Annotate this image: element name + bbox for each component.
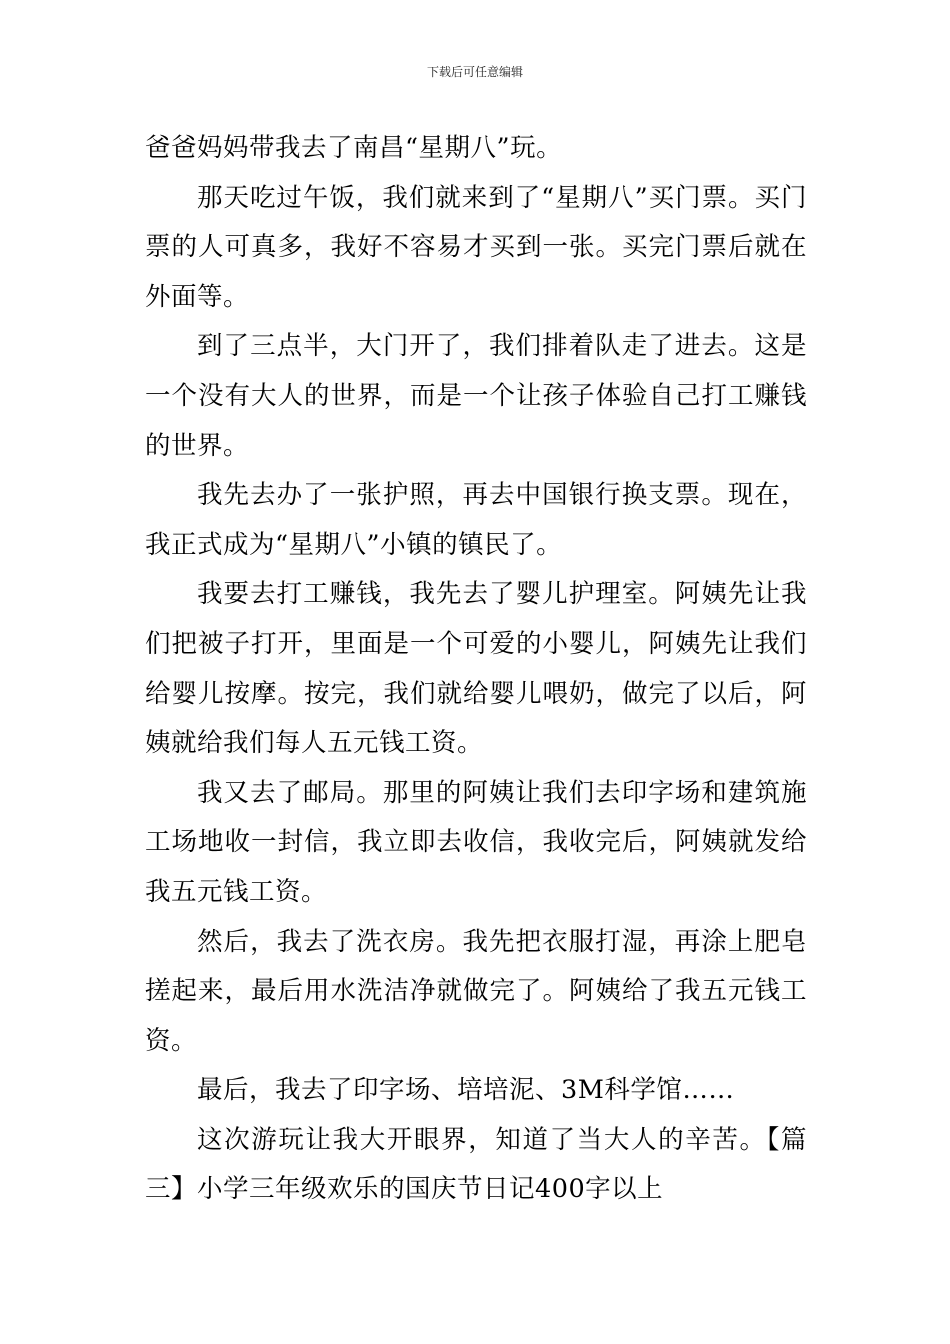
paragraph-2: 那天吃过午饭，我们就来到了“星期八”买门票。买门票的人可真多，我好不容易才买到一张。买完门票后就在外面等。	[145, 182, 807, 312]
page-header: 下载后可任意编辑	[426, 65, 523, 79]
paragraph-8: 最后，我去了印字场、培培泥、3M科学馆……	[197, 1075, 735, 1106]
paragraph-5: 我要去打工赚钱，我先去了婴儿护理室。阿姨先让我们把被子打开，里面是一个可爱的小婴儿，阿姨先让我们给婴儿按摩。按完，我们就给婴儿喂奶，做完了以后，阿姨就给我们每人五元钱工资。	[145, 579, 807, 759]
paragraph-1: 爸爸妈妈带我去了南昌“星期八”玩。	[145, 133, 563, 163]
paragraph-3: 到了三点半，大门开了，我们排着队走了进去。这是一个没有大人的世界，而是一个让孩子体验自己打工赚钱的世界。	[145, 331, 807, 461]
paragraph-6: 我又去了邮局。那里的阿姨让我们去印字场和建筑施工场地收一封信，我立即去收信，我收完后，阿姨就发给我五元钱工资。	[145, 777, 807, 907]
paragraph-7: 然后，我去了洗衣房。我先把衣服打湿，再涂上肥皂搓起来，最后用水洗洁净就做完了。阿姨给了我五元钱工资。	[145, 926, 807, 1056]
document-body	[145, 124, 807, 1215]
paragraph-9: 这次游玩让我大开眼界，知道了当大人的辛苦。【篇三】小学三年级欢乐的国庆节日记400字以上	[145, 1124, 807, 1205]
paragraph-4: 我先去办了一张护照，再去中国银行换支票。现在，我正式成为“星期八”小镇的镇民了。	[145, 480, 807, 560]
